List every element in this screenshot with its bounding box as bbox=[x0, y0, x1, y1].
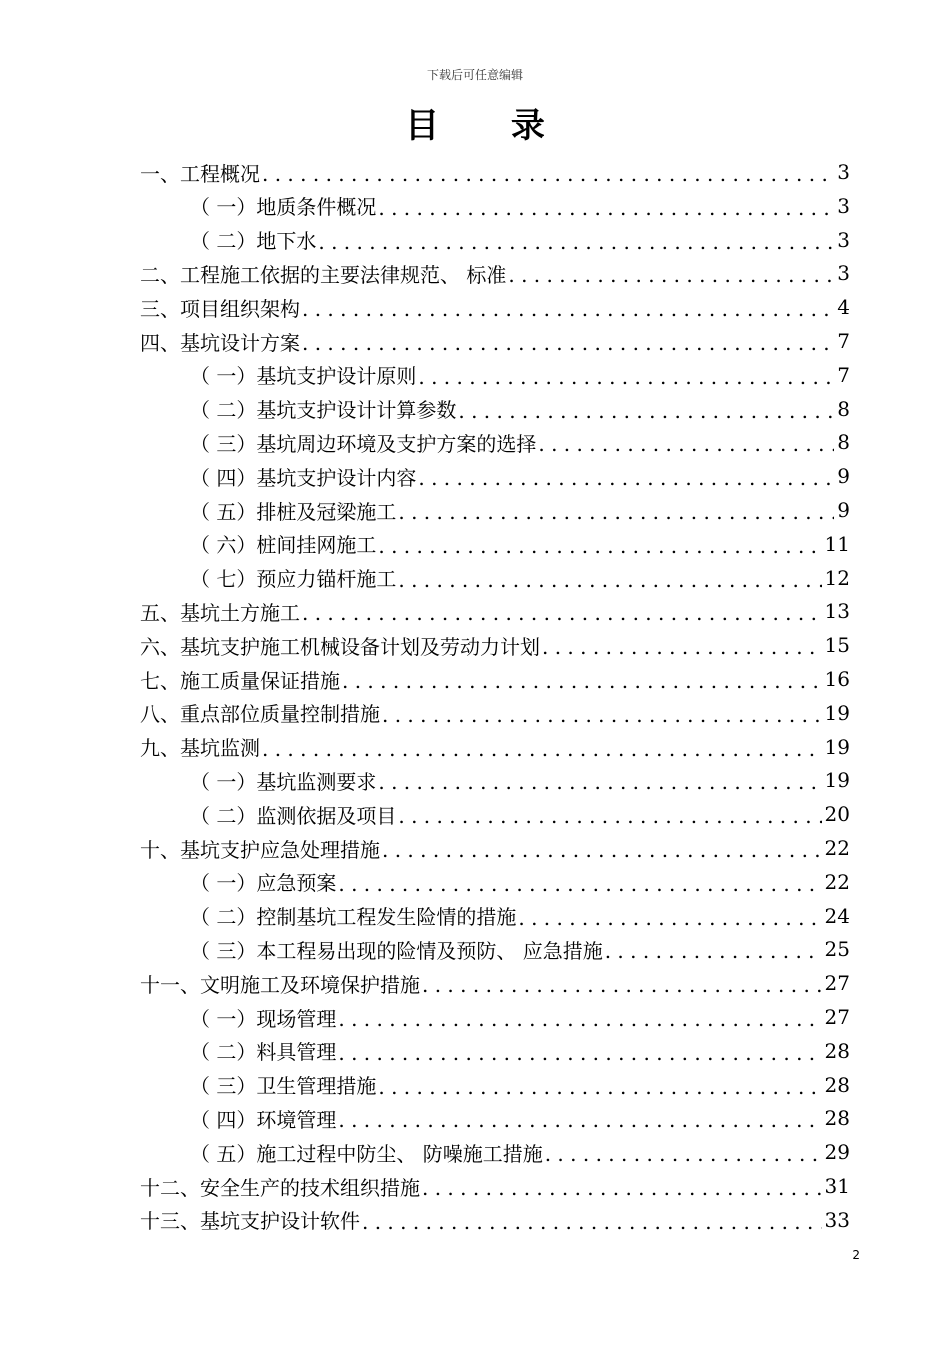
toc-entry-label: 施工质量保证措施 bbox=[180, 668, 340, 693]
toc-entry[interactable] bbox=[140, 326, 850, 356]
toc-entry[interactable] bbox=[140, 157, 850, 187]
toc-dot-leader bbox=[418, 461, 834, 491]
toc-dot-leader bbox=[378, 1070, 821, 1100]
toc-dot-leader bbox=[398, 563, 821, 593]
toc-entry[interactable] bbox=[140, 292, 850, 322]
toc-dot-leader bbox=[545, 1137, 822, 1167]
toc-entry-number: （ 二） bbox=[190, 803, 257, 828]
toc-entry[interactable] bbox=[190, 1070, 850, 1100]
toc-entry-number: 三、 bbox=[140, 296, 180, 321]
toc-entry[interactable] bbox=[190, 529, 850, 559]
toc-entry-page: 3 bbox=[837, 227, 850, 252]
toc-entry-page: 20 bbox=[824, 802, 850, 827]
toc-entry-page: 7 bbox=[837, 329, 850, 353]
toc-entry[interactable] bbox=[140, 968, 850, 998]
toc-entry-label: 排桩及冠梁施工 bbox=[256, 499, 397, 524]
toc-entry[interactable] bbox=[140, 258, 850, 288]
toc-entry-label: 项目组织架构 bbox=[180, 296, 300, 321]
toc-entry[interactable] bbox=[190, 563, 850, 593]
toc-entry[interactable] bbox=[190, 495, 850, 525]
toc-entry[interactable] bbox=[190, 1137, 850, 1167]
toc-entry-page: 24 bbox=[824, 903, 850, 928]
toc-entry-number: （ 一） bbox=[190, 364, 257, 389]
toc-entry-page: 3 bbox=[837, 160, 850, 184]
toc-entry[interactable] bbox=[140, 1205, 850, 1235]
toc-entry[interactable] bbox=[140, 596, 850, 626]
toc-entry[interactable] bbox=[140, 833, 850, 863]
toc-dot-leader bbox=[302, 292, 834, 322]
toc-entry-number: 一、 bbox=[140, 161, 180, 186]
toc-entry-label: 基坑支护设计计算参数 bbox=[256, 398, 457, 423]
toc-entry-page: 22 bbox=[824, 869, 850, 894]
toc-entry-number: 十一、 bbox=[140, 972, 200, 997]
toc-entry-number: （ 一） bbox=[190, 1006, 257, 1031]
toc-entry-number: （ 六） bbox=[190, 533, 257, 558]
toc-entry-label: 安全生产的技术组织措施 bbox=[200, 1175, 420, 1200]
toc-entry[interactable] bbox=[190, 1002, 850, 1032]
toc-entry-number: 十三、 bbox=[140, 1209, 200, 1234]
toc-entry-page: 4 bbox=[837, 295, 850, 320]
toc-entry-page: 25 bbox=[824, 937, 850, 962]
toc-dot-leader bbox=[262, 157, 834, 187]
toc-entry-label: 基坑支护应急处理措施 bbox=[180, 837, 380, 862]
toc-dot-leader bbox=[382, 833, 822, 863]
toc-entry[interactable] bbox=[190, 934, 850, 964]
toc-entry[interactable] bbox=[190, 867, 850, 897]
toc-entry-page: 9 bbox=[837, 464, 850, 489]
toc-entry-page: 8 bbox=[837, 430, 850, 455]
toc-dot-leader bbox=[338, 1036, 821, 1066]
toc-entry-label: 预应力锚杆施工 bbox=[256, 567, 397, 592]
toc-entry[interactable] bbox=[190, 461, 850, 491]
toc-entry[interactable] bbox=[190, 1036, 850, 1066]
toc-dot-leader bbox=[538, 427, 834, 457]
toc-entry-page: 33 bbox=[824, 1207, 850, 1232]
toc-entry-page: 31 bbox=[824, 1174, 850, 1198]
toc-entry[interactable] bbox=[190, 360, 850, 390]
toc-entry[interactable] bbox=[140, 1171, 850, 1201]
toc-entry[interactable] bbox=[190, 901, 850, 931]
toc-entry[interactable] bbox=[190, 191, 850, 221]
toc-entry-page: 13 bbox=[824, 599, 850, 624]
toc-dot-leader bbox=[378, 191, 834, 221]
toc-dot-leader bbox=[508, 258, 834, 288]
toc-entry-page: 8 bbox=[837, 396, 850, 421]
page-number: 2 bbox=[852, 1248, 860, 1262]
toc-entry-number: （ 三） bbox=[190, 938, 257, 963]
toc-entry-number: （ 一） bbox=[190, 769, 257, 794]
toc-entry-page: 19 bbox=[824, 700, 850, 725]
toc-dot-leader bbox=[338, 867, 821, 897]
toc-dot-leader bbox=[318, 225, 834, 255]
toc-entry-number: （ 七） bbox=[190, 567, 257, 592]
toc-entry-number: （ 二） bbox=[190, 905, 257, 930]
toc-entry-label: 本工程易出现的险情及预防、 应急措施 bbox=[256, 938, 603, 963]
toc-dot-leader bbox=[605, 934, 822, 964]
toc-entry[interactable] bbox=[190, 394, 850, 424]
toc-entry-number: （ 五） bbox=[190, 1141, 257, 1166]
toc-entry-number: （ 一） bbox=[190, 195, 257, 220]
toc-entry-label: 重点部位质量控制措施 bbox=[180, 702, 380, 727]
toc-entry[interactable] bbox=[140, 698, 850, 728]
toc-entry-page: 28 bbox=[824, 1106, 850, 1131]
toc-entry-page: 11 bbox=[824, 531, 850, 556]
toc-dot-leader bbox=[302, 596, 822, 626]
toc-entry-page: 3 bbox=[837, 261, 850, 286]
toc-entry-label: 控制基坑工程发生险情的措施 bbox=[256, 905, 517, 930]
toc-entry-label: 地质条件概况 bbox=[256, 195, 377, 220]
toc-entry-label: 文明施工及环境保护措施 bbox=[200, 972, 420, 997]
toc-dot-leader bbox=[378, 529, 821, 559]
toc-entry-label: 环境管理 bbox=[256, 1107, 337, 1132]
toc-entry-label: 工程施工依据的主要法律规范、 标准 bbox=[180, 262, 507, 287]
toc-dot-leader bbox=[398, 495, 834, 525]
toc-entry-page: 19 bbox=[824, 768, 850, 793]
toc-entry-number: 六、 bbox=[140, 634, 180, 659]
toc-dot-leader bbox=[398, 799, 821, 829]
toc-entry-label: 桩间挂网施工 bbox=[256, 533, 377, 558]
toc-dot-leader bbox=[458, 394, 834, 424]
toc-dot-leader bbox=[338, 1103, 821, 1133]
toc-entry[interactable] bbox=[140, 732, 850, 762]
toc-dot-leader bbox=[422, 1171, 822, 1201]
toc-dot-leader bbox=[362, 1205, 822, 1235]
toc-entry-label: 卫生管理措施 bbox=[256, 1074, 377, 1099]
toc-entry-page: 19 bbox=[824, 734, 850, 759]
toc-dot-leader bbox=[338, 1002, 821, 1032]
toc-entry-number: （ 一） bbox=[190, 871, 257, 896]
toc-entry-number: 十、 bbox=[140, 837, 180, 862]
toc-entry-label: 基坑监测 bbox=[180, 736, 260, 761]
toc-entry-number: （ 四） bbox=[190, 1107, 257, 1132]
toc-entry-label: 基坑周边环境及支护方案的选择 bbox=[256, 431, 537, 456]
toc-entry-page: 27 bbox=[824, 1005, 850, 1029]
toc-entry-page: 28 bbox=[824, 1038, 850, 1063]
toc-dot-leader bbox=[542, 630, 822, 660]
toc-dot-leader bbox=[262, 732, 822, 762]
toc-entry-page: 16 bbox=[824, 667, 850, 691]
toc-title: 目 录 bbox=[405, 106, 575, 146]
toc-entry-page: 22 bbox=[824, 836, 850, 860]
toc-dot-leader bbox=[342, 664, 822, 694]
toc-entry[interactable] bbox=[190, 1103, 850, 1133]
toc-entry-label: 料具管理 bbox=[256, 1040, 337, 1065]
toc-entry[interactable] bbox=[190, 799, 850, 829]
toc-dot-leader bbox=[422, 968, 822, 998]
toc-entry-number: 八、 bbox=[140, 702, 180, 727]
toc-entry-number: 十二、 bbox=[140, 1175, 200, 1200]
toc-entry-page: 27 bbox=[824, 971, 850, 996]
toc-entry-label: 现场管理 bbox=[256, 1006, 337, 1031]
toc-entry-label: 基坑支护施工机械设备计划及劳动力计划 bbox=[180, 634, 540, 659]
toc-entry-number: （ 二） bbox=[190, 229, 257, 254]
toc-entry-page: 9 bbox=[837, 498, 850, 522]
toc-entry-page: 15 bbox=[824, 633, 850, 658]
toc-entry-number: （ 四） bbox=[190, 465, 257, 490]
toc-entry-label: 基坑监测要求 bbox=[256, 769, 377, 794]
toc-dot-leader bbox=[418, 360, 834, 390]
toc-entry-number: 七、 bbox=[140, 668, 180, 693]
header-note: 下载后可任意编辑 bbox=[426, 68, 523, 82]
toc-entry-label: 基坑设计方案 bbox=[180, 330, 300, 355]
toc-entry-number: （ 三） bbox=[190, 1074, 257, 1099]
toc-entry-label: 基坑土方施工 bbox=[180, 600, 300, 625]
toc-dot-leader bbox=[382, 698, 822, 728]
toc-entry-number: （ 五） bbox=[190, 499, 257, 524]
toc-dot-leader bbox=[518, 901, 821, 931]
toc-entry-label: 基坑支护设计软件 bbox=[200, 1209, 360, 1234]
toc-entry-label: 施工过程中防尘、 防噪施工措施 bbox=[256, 1141, 543, 1166]
toc-entry-page: 28 bbox=[824, 1072, 850, 1097]
toc-entry-number: 九、 bbox=[140, 736, 180, 761]
toc-entry[interactable] bbox=[140, 630, 850, 660]
toc-entry-label: 监测依据及项目 bbox=[256, 803, 397, 828]
toc-entry-label: 应急预案 bbox=[256, 871, 337, 896]
toc-entry[interactable] bbox=[190, 765, 850, 795]
toc-entry-page: 7 bbox=[837, 362, 850, 387]
toc-dot-leader bbox=[378, 765, 821, 795]
toc-entry-label: 地下水 bbox=[256, 229, 317, 254]
toc-entry-page: 3 bbox=[837, 193, 850, 218]
toc-entry-number: （ 二） bbox=[190, 398, 257, 423]
toc-entry-page: 29 bbox=[824, 1140, 850, 1165]
toc-entry-number: 二、 bbox=[140, 262, 180, 287]
toc-entry[interactable] bbox=[190, 225, 850, 255]
toc-entry-number: （ 二） bbox=[190, 1040, 257, 1065]
toc-dot-leader bbox=[302, 326, 834, 356]
toc-entry[interactable] bbox=[140, 664, 850, 694]
toc-entry-number: 四、 bbox=[140, 330, 180, 355]
toc-entry-label: 基坑支护设计内容 bbox=[256, 465, 417, 490]
toc-entry-page: 12 bbox=[824, 565, 850, 590]
toc-entry-number: （ 三） bbox=[190, 431, 257, 456]
toc-entry-label: 工程概况 bbox=[180, 161, 260, 186]
toc-entry-number: 五、 bbox=[140, 600, 180, 625]
toc-entry[interactable] bbox=[190, 427, 850, 457]
toc-entry-label: 基坑支护设计原则 bbox=[256, 364, 417, 389]
